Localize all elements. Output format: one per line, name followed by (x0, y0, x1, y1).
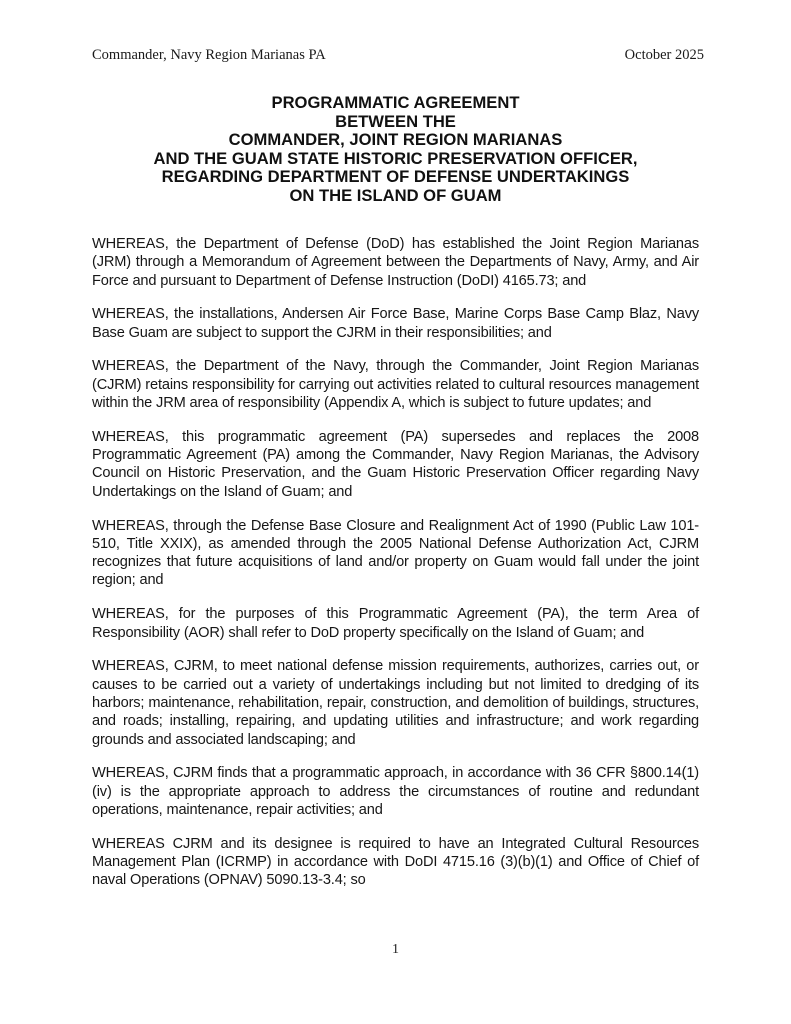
header-organization: Commander, Navy Region Marianas PA (92, 47, 326, 63)
whereas-clause: WHEREAS, the Department of the Navy, through the Commander, Joint Region Marianas (CJRM) retains responsibility for carrying out activities related to cultural resources management within the JRM area of responsibility (Appendix A, which is subject to future updates; and (92, 358, 699, 412)
header-date: October 2025 (624, 47, 704, 63)
whereas-clause: WHEREAS, CJRM, to meet national defense mission requirements, authorizes, carries out, or causes to be carried out a variety of undertakings including but not limited to dredging of its harbors; maintenance, rehabilitation, repair, construction, and demolition of buildings, structures, and roads; installing, repairing, and updating utilities and infrastructure; and work regarding grounds and associated landscaping; and (92, 658, 699, 748)
whereas-clause: WHEREAS, through the Defense Base Closure and Realignment Act of 1990 (Public Law 101-510, Title XXIX), as amended through the 2005 National Defense Authorization Act, CJRM recognizes that future acquisitions of land and/or property on Guam would fall under the joint region; and (92, 517, 699, 589)
title-line: PROGRAMMATIC AGREEMENT (271, 93, 520, 112)
title-line: COMMANDER, JOINT REGION MARIANAS (228, 130, 563, 150)
whereas-clause: WHEREAS, the Department of Defense (DoD) has established the Joint Region Marianas (JRM) through a Memorandum of Agreement between the Departments of Navy, Army, and Air Force and pursuant to Department of Defense Instruction (DoDI) 4165.73; and (92, 236, 699, 289)
whereas-clause: WHEREAS, for the purposes of this Programmatic Agreement (PA), the term Area of Responsibility (AOR) shall refer to DoD property specifically on the Island of Guam; and (92, 606, 699, 641)
whereas-clause: WHEREAS, this programmatic agreement (PA) supersedes and replaces the 2008 Programmatic Agreement (PA) among the Commander, Navy Region Marianas, the Advisory Council on Historic Preservation, and the Guam Historic Preservation Officer regarding Navy Undertakings on the Island of Guam; and (92, 428, 699, 500)
document-body (92, 235, 699, 890)
title-line: AND THE GUAM STATE HISTORIC PRESERVATION OFFICER, (153, 148, 638, 168)
title-line: REGARDING DEPARTMENT OF DEFENSE UNDERTAKINGS (161, 167, 630, 187)
title-line: ON THE ISLAND OF GUAM (289, 185, 502, 205)
document-title (92, 94, 699, 206)
running-header (92, 47, 704, 67)
whereas-clause: WHEREAS, the installations, Andersen Air Force Base, Marine Corps Base Camp Blaz, Navy Base Guam are subject to support the CJRM in their responsibilities; and (92, 306, 699, 341)
title-line: BETWEEN THE (335, 111, 456, 131)
whereas-clause: WHEREAS, CJRM finds that a programmatic approach, in accordance with 36 CFR §800.14(1)(iv) is the appropriate approach to address the circumstances of routine and redundant operations, maintenance, repair activities; and (92, 765, 699, 818)
page-number: 1 (392, 942, 399, 957)
whereas-clause: WHEREAS CJRM and its designee is required to have an Integrated Cultural Resources Management Plan (ICRMP) in accordance with DoDI 4715.16 (3)(b)(1) and Office of Chief of naval Operations (OPNAV) 5090.13-3.4; so (92, 835, 699, 889)
